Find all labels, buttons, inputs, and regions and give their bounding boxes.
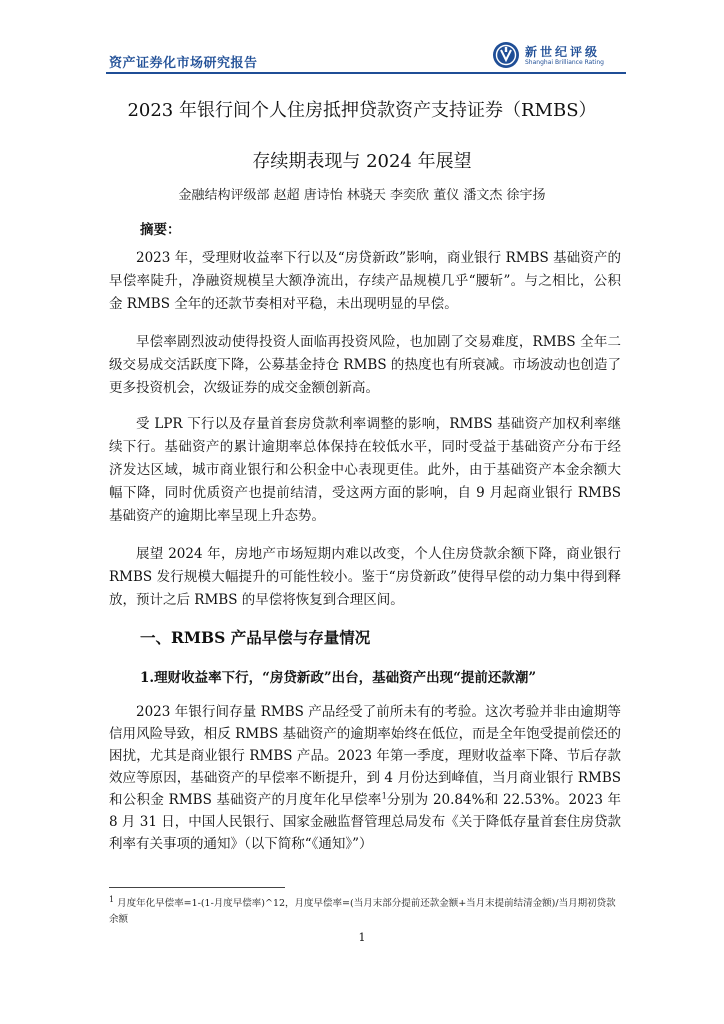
- abstract-label: 摘要：: [140, 222, 181, 238]
- logo-english-name: Shanghai Brilliance Rating: [525, 59, 604, 66]
- document-title-line1: 2023 年银行间个人住房抵押贷款资产支持证券（RMBS）: [127, 100, 597, 121]
- footnote-reference[interactable]: 1: [381, 791, 387, 801]
- logo-chinese-name: 新世纪评级: [525, 45, 601, 59]
- abstract-paragraph: 早偿率剧烈波动使得投资人面临再投资风险，也加剧了交易难度，RMBS 全年二级交易成交活跃度下降，公募基金持仓 RMBS 的热度也有所衰减。市场波动也创造了更多投资机会，次级证券的成交金额创新高。: [109, 334, 621, 396]
- abstract-paragraph: 受 LPR 下行以及存量首套房贷款利率调整的影响，RMBS 基础资产加权利率继续下行。基础资产的累计逾期率总体保持在较低水平，同时受益于基础资产分布于经济发达区域，城市商业银行和公积金中心表现更佳。此外，由于基础资产本金余额大幅下降，同时优质资产也提前结清，受这两方面的影响，自 9 月起商业银行 RMBS 基础资产的逾期比率呈现上升态势。: [109, 416, 621, 524]
- abstract-paragraph: 2023 年，受理财收益率下行以及“房贷新政”影响，商业银行 RMBS 基础资产的早偿率陡升，净融资规模呈大额净流出，存续产品规模几乎“腰斩”。与之相比，公积金 RMBS 全年的还款节奏相对平稳，未出现明显的早偿。: [109, 250, 621, 312]
- body-text-part1: 2023 年银行间存量 RMBS 产品经受了前所未有的考验。这次考验并非由逾期等信用风险导致，相反 RMBS 基础资产的逾期率始终在低位，而是全年饱受提前偿还的困扰，尤其是商业银行 RMBS 产品。2023 年第一季度，理财收益率下降、节后存款效应等原因，基础资产的早偿率不断提升，到 4 月份达到峰值，当月商业银行 RMBS 和公积金 RMBS 基础资产的月度年化早偿率: [109, 704, 621, 808]
- document-title-line2: 存续期表现与 2024 年展望: [252, 151, 472, 172]
- footnote: [109, 896, 621, 928]
- subsection-heading: 1.理财收益率下行，“房贷新政”出台，基础资产出现“提前还款潮”: [140, 670, 537, 686]
- section-body-paragraph: [109, 701, 621, 855]
- company-logo: [492, 41, 622, 71]
- author-list: 金融结构评级部 赵超 唐诗怡 林骁天 李奕欣 董仪 潘文杰 徐宇扬: [178, 188, 546, 203]
- logo-emblem-icon: [492, 41, 520, 69]
- report-series-title: 资产证券化市场研究报告: [109, 56, 258, 71]
- footnote-text: 月度年化早偿率=1-(1-月度早偿率)^12，月度早偿率=(当月末部分提前还款金额+当月末提前结清金额)/当月期初贷款余额: [109, 898, 616, 925]
- page-number: 1: [358, 931, 366, 944]
- section-heading: 一、RMBS 产品早偿与存量情况: [140, 628, 371, 647]
- abstract-paragraph: 展望 2024 年，房地产市场短期内难以改变，个人住房贷款余额下降，商业银行 RMBS 发行规模大幅提升的可能性较小。鉴于“房贷新政”使得早偿的动力集中得到释放，预计之后 RMBS 的早偿将恢复到合理区间。: [109, 546, 621, 608]
- body-text-part2: 分别为 20.84%和 22.53%。2023 年 8 月 31 日，中国人民银行、国家金融监督管理总局发布《关于降低存量首套住房贷款利率有关事项的通知》（以下简称“《通知》”）: [109, 792, 621, 852]
- footnote-divider: [109, 887, 285, 888]
- footnote-mark: 1: [109, 894, 115, 904]
- header-divider: [106, 72, 626, 74]
